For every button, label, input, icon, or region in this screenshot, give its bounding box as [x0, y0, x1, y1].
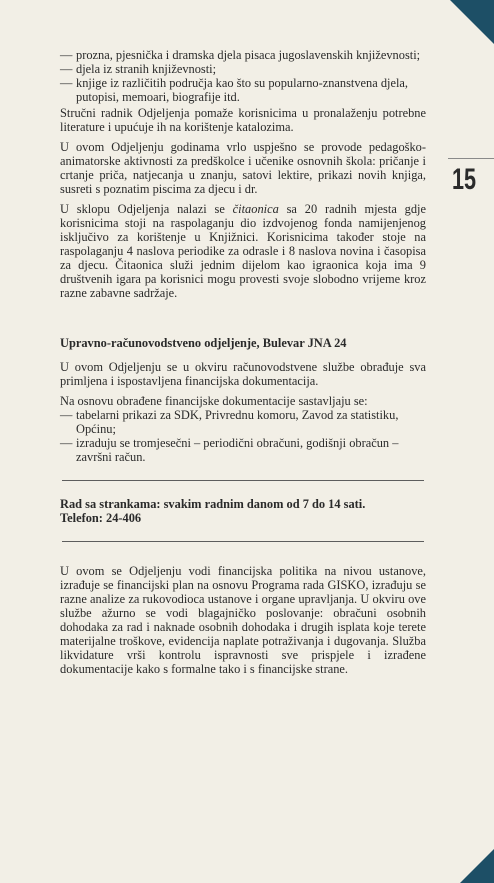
holdings-list: [60, 48, 426, 104]
section-heading: Upravno-računovodstveno odjeljenje, Bulevar JNA 24: [60, 336, 347, 350]
paragraph: U ovom se Odjeljenju vodi financijska politika na nivou ustanove, izrađuje se financijski plan na osnovu Programa rada GISKO, izrađuju se razne analize za rukovodioca ustanove i organe upravljanja. U okviru ove službe ažurno se vodi blagajničko poslovanje: obračuni osobnih dohodaka za rad i naknade osobnih dohodaka i drugih isplata koje terete materijalne troškove, evidencija naplate potraživanja i dugovanja. Služba likvidature vrši kontrolu ispravnosti sve prispjele i izrađene dokumentacije kako s formalne tako i s financijske strane.: [60, 564, 426, 676]
list-dash: —: [60, 436, 73, 450]
list-dash: —: [60, 76, 73, 90]
page-number: 15: [452, 163, 477, 196]
phone-number: Telefon: 24-406: [60, 511, 142, 525]
paragraph: Na osnovu obrađene financijske dokumentacije sastavljaju se:: [60, 394, 368, 408]
text-column: [60, 48, 426, 676]
reading-room-paragraph: U sklopu Odjeljenja nalazi se čitaonica sa 20 radnih mjesta gdje korisnicima stoji na raspolaganju dio izdvojenog fonda namijenjenog isključivo za korištenje u Knjižnici. Korisnicima također stoje na raspolaganju 4 naslova periodike za odrasle i 8 naslova novina i časopisa za djecu. Čitaonica služi jednim dijelom kao igraonica koja ima 9 društvenih igara pa korisnici mogu provesti svoje slobodno vrijeme kroz razne zabavne sadržaje.: [60, 202, 426, 300]
reading-room-term: čitaonica: [232, 202, 279, 216]
list-item: — knjige iz različitih područja kao što su popularno-znanstvena djela, putopisi, memoari, biografije itd.: [60, 76, 409, 104]
corner-decoration-top: [450, 0, 494, 44]
list-dash: —: [60, 62, 73, 76]
list-item: — izraduju se tromjesečni – periodični obračuni, godišnji obračun – završni račun.: [60, 436, 399, 464]
list-dash: —: [60, 48, 73, 62]
page-number-rule: [448, 158, 494, 159]
list-dash: —: [60, 408, 73, 422]
list-item: — tabelarni prikazi za SDK, Privrednu komoru, Zavod za statistiku, Općinu;: [60, 408, 399, 436]
list-item: — prozna, pjesnička i dramska djela pisaca jugoslavenskih književnosti;: [60, 48, 421, 62]
paragraph: U ovom Odjeljenju se u okviru računovodstvene službe obrađuje sva primljena i ispostavljena financijska dokumentacija.: [60, 360, 426, 388]
list-item: — djela iz stranih književnosti;: [60, 62, 217, 76]
paragraph: Stručni radnik Odjeljenja pomaže korisnicima u pronalaženju potrebne literature i upućuje ih na korištenje katalozima.: [60, 106, 426, 134]
reports-list: [60, 408, 426, 464]
corner-decoration-bottom: [460, 849, 494, 883]
office-hours: Rad sa strankama: svakim radnim danom od 7 do 14 sati.: [60, 497, 366, 511]
paragraph: U ovom Odjeljenju godinama vrlo uspješno se provode pedagoško-animatorske aktivnosti za predškolce i učenike osnovnih škola: pričanje i crtanje priča, natjecanja u znanju, satovi lektire, prikazi novih knjiga, susreti s poznatim piscima za djecu i dr.: [60, 140, 426, 196]
